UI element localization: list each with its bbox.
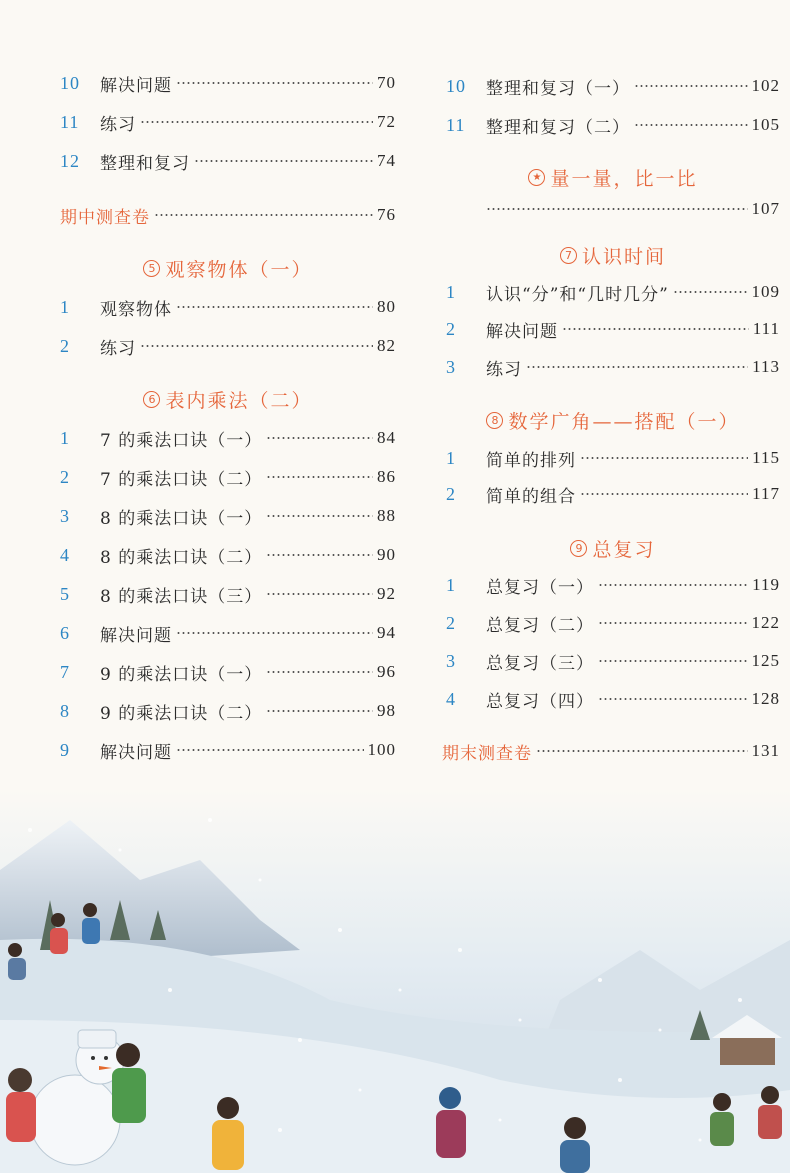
toc-entry[interactable] (60, 148, 396, 174)
leader-dots (562, 328, 749, 330)
toc-entry[interactable] (446, 686, 780, 712)
toc-entry[interactable] (60, 109, 396, 135)
toc-entry[interactable] (446, 610, 780, 636)
unit-number-badge: 9 (570, 540, 587, 557)
entry-title: 整理和复习 (100, 153, 190, 174)
leader-dots (176, 749, 364, 751)
leader-dots (634, 85, 748, 87)
entry-title: 8 的乘法口诀（二） (100, 547, 263, 568)
leader-dots (598, 622, 748, 624)
toc-entry-final-exam[interactable] (442, 738, 780, 764)
entry-title: 简单的排列 (486, 450, 576, 471)
entry-number: 11 (446, 114, 466, 135)
leader-dots (486, 208, 748, 210)
entry-number: 2 (446, 612, 456, 633)
entry-title: 解决问题 (100, 625, 172, 646)
entry-page: 76 (377, 205, 396, 224)
entry-page: 80 (377, 297, 396, 316)
entry-page: 115 (752, 448, 780, 467)
unit-number-badge: 6 (143, 391, 160, 408)
leader-dots (673, 291, 748, 293)
entry-page: 96 (377, 662, 396, 681)
toc-entry[interactable] (60, 620, 396, 646)
entry-number: 8 (60, 700, 70, 721)
entry-page: 128 (751, 689, 780, 708)
entry-number: 3 (446, 356, 456, 377)
entry-number: 7 (60, 661, 70, 682)
entry-number: 3 (446, 650, 456, 671)
toc-entry[interactable] (446, 445, 780, 471)
toc-entry[interactable] (446, 73, 780, 99)
entry-page: 86 (377, 467, 396, 486)
entry-page: 102 (751, 76, 780, 95)
entry-title: 观察物体 (100, 299, 172, 320)
entry-page: 84 (377, 428, 396, 447)
entry-title: 期末测查卷 (442, 743, 532, 764)
leader-dots (526, 366, 748, 368)
entry-number: 1 (60, 296, 70, 317)
entry-title: 练习 (100, 114, 136, 135)
toc-entry[interactable] (60, 333, 396, 359)
entry-page: 90 (377, 545, 396, 564)
entry-title: 7 的乘法口诀（二） (100, 469, 263, 490)
entry-number: 10 (60, 72, 80, 93)
unit-title: 认识时间 (581, 245, 666, 268)
leader-dots (598, 698, 748, 700)
toc-entry[interactable] (60, 737, 396, 763)
unit-heading-8[interactable] (446, 405, 780, 435)
entry-page: 111 (752, 319, 780, 338)
entry-page: 100 (367, 740, 396, 759)
toc-entry-midterm-exam[interactable] (60, 202, 396, 228)
entry-number: 1 (446, 447, 456, 468)
entry-title: 8 的乘法口诀（一） (100, 508, 263, 529)
entry-title: 练习 (100, 338, 136, 359)
entry-page: 82 (377, 336, 396, 355)
toc-entry[interactable] (60, 698, 396, 724)
entry-title: 总复习（二） (486, 615, 594, 636)
unit-number-badge: 7 (560, 247, 577, 264)
section-title: 量一量，比一比 (550, 167, 698, 190)
entry-title: 整理和复习（一） (486, 78, 630, 99)
toc-entry[interactable] (446, 279, 780, 305)
entry-number: 4 (60, 544, 70, 565)
leader-dots (266, 671, 373, 673)
entry-title: 总复习（三） (486, 653, 594, 674)
entry-number: 3 (60, 505, 70, 526)
leader-dots (266, 515, 373, 517)
unit-heading-9[interactable] (446, 533, 780, 563)
entry-page: 98 (377, 701, 396, 720)
leader-dots (580, 493, 748, 495)
leader-dots (266, 554, 373, 556)
entry-title: 练习 (486, 359, 522, 380)
entry-number: 6 (60, 622, 70, 643)
entry-title: 总复习（四） (486, 691, 594, 712)
leader-dots (176, 82, 373, 84)
entry-number: 12 (60, 150, 80, 171)
unit-heading-7[interactable] (446, 240, 780, 270)
winter-snow-scene-illustration (0, 790, 790, 1173)
entry-title: 7 的乘法口诀（一） (100, 430, 263, 451)
toc-entry[interactable] (60, 503, 396, 529)
unit-title: 数学广角——搭配（一） (508, 410, 740, 433)
leader-dots (598, 660, 748, 662)
entry-page: 122 (751, 613, 780, 632)
entry-title: 解决问题 (100, 742, 172, 763)
toc-entry[interactable] (486, 196, 780, 222)
entry-page: 125 (751, 651, 780, 670)
leader-dots (536, 750, 748, 752)
unit-title: 总复习 (592, 538, 656, 561)
entry-page: 107 (751, 199, 780, 218)
entry-number: 1 (446, 281, 456, 302)
entry-page: 117 (752, 484, 780, 503)
toc-entry[interactable] (446, 316, 780, 342)
toc-entry[interactable] (446, 112, 780, 138)
entry-number: 11 (60, 111, 80, 132)
entry-page: 88 (377, 506, 396, 525)
entry-number: 2 (60, 466, 70, 487)
entry-title: 期中测查卷 (60, 207, 150, 228)
entry-page: 109 (751, 282, 780, 301)
toc-entry[interactable] (446, 481, 780, 507)
entry-title: 总复习（一） (486, 577, 594, 598)
entry-page: 74 (377, 151, 396, 170)
leader-dots (176, 632, 373, 634)
leader-dots (154, 214, 373, 216)
entry-title: 简单的组合 (486, 486, 576, 507)
toc-entry[interactable] (60, 464, 396, 490)
leader-dots (580, 457, 748, 459)
entry-page: 113 (752, 357, 780, 376)
entry-page: 131 (751, 741, 780, 760)
toc-entry[interactable] (446, 572, 780, 598)
unit-number-badge: 5 (143, 260, 160, 277)
unit-title: 表内乘法（二） (165, 389, 313, 412)
entry-page: 72 (377, 112, 396, 131)
leader-dots (140, 121, 373, 123)
entry-page: 94 (377, 623, 396, 642)
entry-number: 5 (60, 583, 70, 604)
entry-title: 8 的乘法口诀（三） (100, 586, 263, 607)
unit-number-badge: 8 (486, 412, 503, 429)
entry-number: 4 (446, 688, 456, 709)
special-section-heading[interactable] (446, 162, 780, 192)
leader-dots (176, 306, 373, 308)
entry-number: 2 (446, 483, 456, 504)
unit-heading-6[interactable] (60, 384, 396, 414)
entry-title: 整理和复习（二） (486, 117, 630, 138)
entry-page: 105 (751, 115, 780, 134)
entry-title: 9 的乘法口诀（一） (100, 664, 263, 685)
entry-number: 1 (60, 427, 70, 448)
leader-dots (598, 584, 748, 586)
entry-number: 10 (446, 75, 466, 96)
entry-number: 9 (60, 739, 70, 760)
leader-dots (266, 593, 373, 595)
toc-entry[interactable] (446, 354, 780, 380)
leader-dots (194, 160, 373, 162)
leader-dots (266, 476, 373, 478)
unit-title: 观察物体（一） (165, 258, 313, 281)
toc-entry[interactable] (60, 542, 396, 568)
entry-number: 2 (446, 318, 456, 339)
toc-entry[interactable] (60, 581, 396, 607)
entry-title: 认识“分”和“几时几分” (486, 284, 669, 305)
entry-title: 9 的乘法口诀（二） (100, 703, 263, 724)
toc-entry[interactable] (60, 659, 396, 685)
leader-dots (140, 345, 373, 347)
unit-heading-5[interactable] (60, 253, 396, 283)
star-icon: ★ (528, 169, 545, 186)
toc-entry[interactable] (60, 294, 396, 320)
toc-entry[interactable] (60, 70, 396, 96)
entry-title: 解决问题 (486, 321, 558, 342)
toc-entry[interactable] (446, 648, 780, 674)
entry-page: 92 (377, 584, 396, 603)
entry-page: 119 (752, 575, 780, 594)
toc-entry[interactable] (60, 425, 396, 451)
entry-page: 70 (377, 73, 396, 92)
entry-title: 解决问题 (100, 75, 172, 96)
leader-dots (634, 124, 748, 126)
entry-number: 2 (60, 335, 70, 356)
entry-number: 1 (446, 574, 456, 595)
leader-dots (266, 710, 373, 712)
leader-dots (266, 437, 373, 439)
